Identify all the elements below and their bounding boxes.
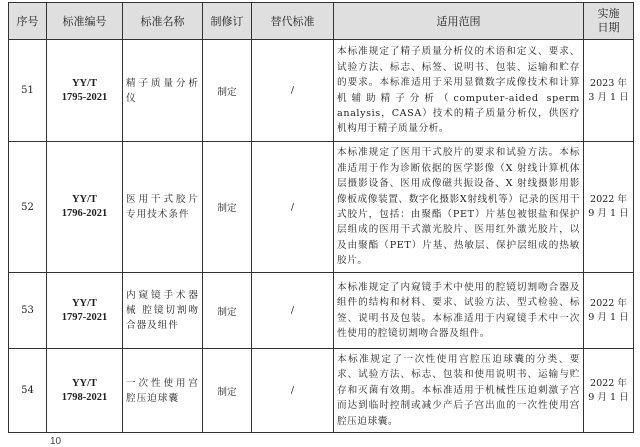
header-code: 标准编号: [47, 3, 123, 40]
row-name: 一次性使用宫腔压迫球囊: [123, 349, 203, 433]
header-row: [9, 3, 634, 40]
row-code-prefix: YY/T: [71, 77, 98, 89]
row-scope: 本标准规定了内窥镜手术中使用的腔镜切割吻合器及组件的结构和材料、要求、试验方法、型式检验、标签、说明书及包装。本标准适用于内窥镜手术中一次性使用的腔镜切割吻合器及组件。: [334, 273, 584, 349]
row-date: [584, 349, 634, 433]
table-row: [9, 349, 634, 433]
row-date-day: 9 月 1 日: [588, 391, 629, 403]
row-name: 医用干式胶片专用技术条件: [123, 142, 203, 273]
page-number: 10: [50, 436, 62, 447]
row-date-day: 9 月 1 日: [588, 311, 629, 323]
row-code: [47, 40, 123, 142]
header-scope: 适用范围: [334, 3, 584, 40]
row-seq: 54: [9, 349, 47, 433]
row-code: [47, 273, 123, 349]
row-seq: 53: [9, 273, 47, 349]
row-code-prefix: YY/T: [71, 377, 98, 389]
row-date: [584, 273, 634, 349]
header-name: 标准名称: [123, 3, 203, 40]
row-date-year: 2023 年: [589, 77, 628, 89]
header-date: [584, 3, 634, 40]
row-name: 内窥镜手术器械 腔镜切割吻合器及组件: [123, 273, 203, 349]
header-date-line2: 日期: [597, 21, 620, 34]
row-type: 制定: [203, 142, 252, 273]
table-row: [9, 142, 634, 273]
row-replace: /: [252, 349, 334, 433]
table-row: [9, 273, 634, 349]
row-code-number: 1796-2021: [61, 208, 108, 219]
row-type: 制定: [203, 349, 252, 433]
table-row: [9, 40, 634, 142]
header-date-line1: 实施: [597, 7, 620, 20]
row-date: [584, 142, 634, 273]
row-replace: /: [252, 142, 334, 273]
row-scope: 本标准规定了精子质量分析仪的术语和定义、要求、试验方法、标志、标签、说明书、包装、运输和贮存的要求。本标准适用于采用显微数字成像技术和计算机辅助精子分析（computer-aided sperm analysis，CASA）技术的精子质量分析仪，供医疗机构用于精子质量分析。: [334, 40, 584, 142]
header-replace: 替代标准: [252, 3, 334, 40]
row-date: [584, 40, 634, 142]
header-type: 制修订: [203, 3, 252, 40]
row-code: [47, 349, 123, 433]
row-name: 精子质量分析仪: [123, 40, 203, 142]
row-date-year: 2022 年: [589, 194, 628, 205]
row-code-number: 1797-2021: [61, 311, 108, 323]
row-code: [47, 142, 123, 273]
row-scope: 本标准规定了医用干式胶片的要求和试验方法。本标准适用于作为诊断依据的医学影像（X 射线计算机体层摄影设备、医用成像磁共振设备、X 射线摄影用影像板成像装置、数字化摄影X射线机等）记录的医用干式胶片，包括：由聚酯（PET）片基包被银盐和保护层组成的医用干式激光胶片、医用红外激光胶片，以及由聚酯（PET）片基、热敏层、保护层组成的热敏胶片。: [334, 142, 584, 273]
row-date-day: 3 月 1 日: [588, 91, 629, 103]
row-date-day: 9 月 1 日: [588, 208, 629, 219]
row-code-prefix: YY/T: [71, 297, 98, 309]
row-type: 制定: [203, 40, 252, 142]
row-code-number: 1795-2021: [61, 91, 108, 103]
row-type: 制定: [203, 273, 252, 349]
row-seq: 51: [9, 40, 47, 142]
row-date-year: 2022 年: [589, 377, 628, 389]
row-replace: /: [252, 273, 334, 349]
row-seq: 52: [9, 142, 47, 273]
row-date-year: 2022 年: [589, 297, 628, 309]
row-code-number: 1798-2021: [61, 391, 108, 403]
row-replace: /: [252, 40, 334, 142]
standards-table: [8, 2, 634, 433]
header-seq: 序号: [9, 3, 47, 40]
row-scope: 本标准规定了一次性使用宫腔压迫球囊的分类、要求、试验方法、标志、包装和使用说明书、运输与贮存和灭菌有效期。本标准适用于机械性压迫刺激子宫而达到临时控制或减少产后子宫出血的一次性使用宫腔压迫球囊。: [334, 349, 584, 433]
row-code-prefix: YY/T: [71, 194, 98, 205]
